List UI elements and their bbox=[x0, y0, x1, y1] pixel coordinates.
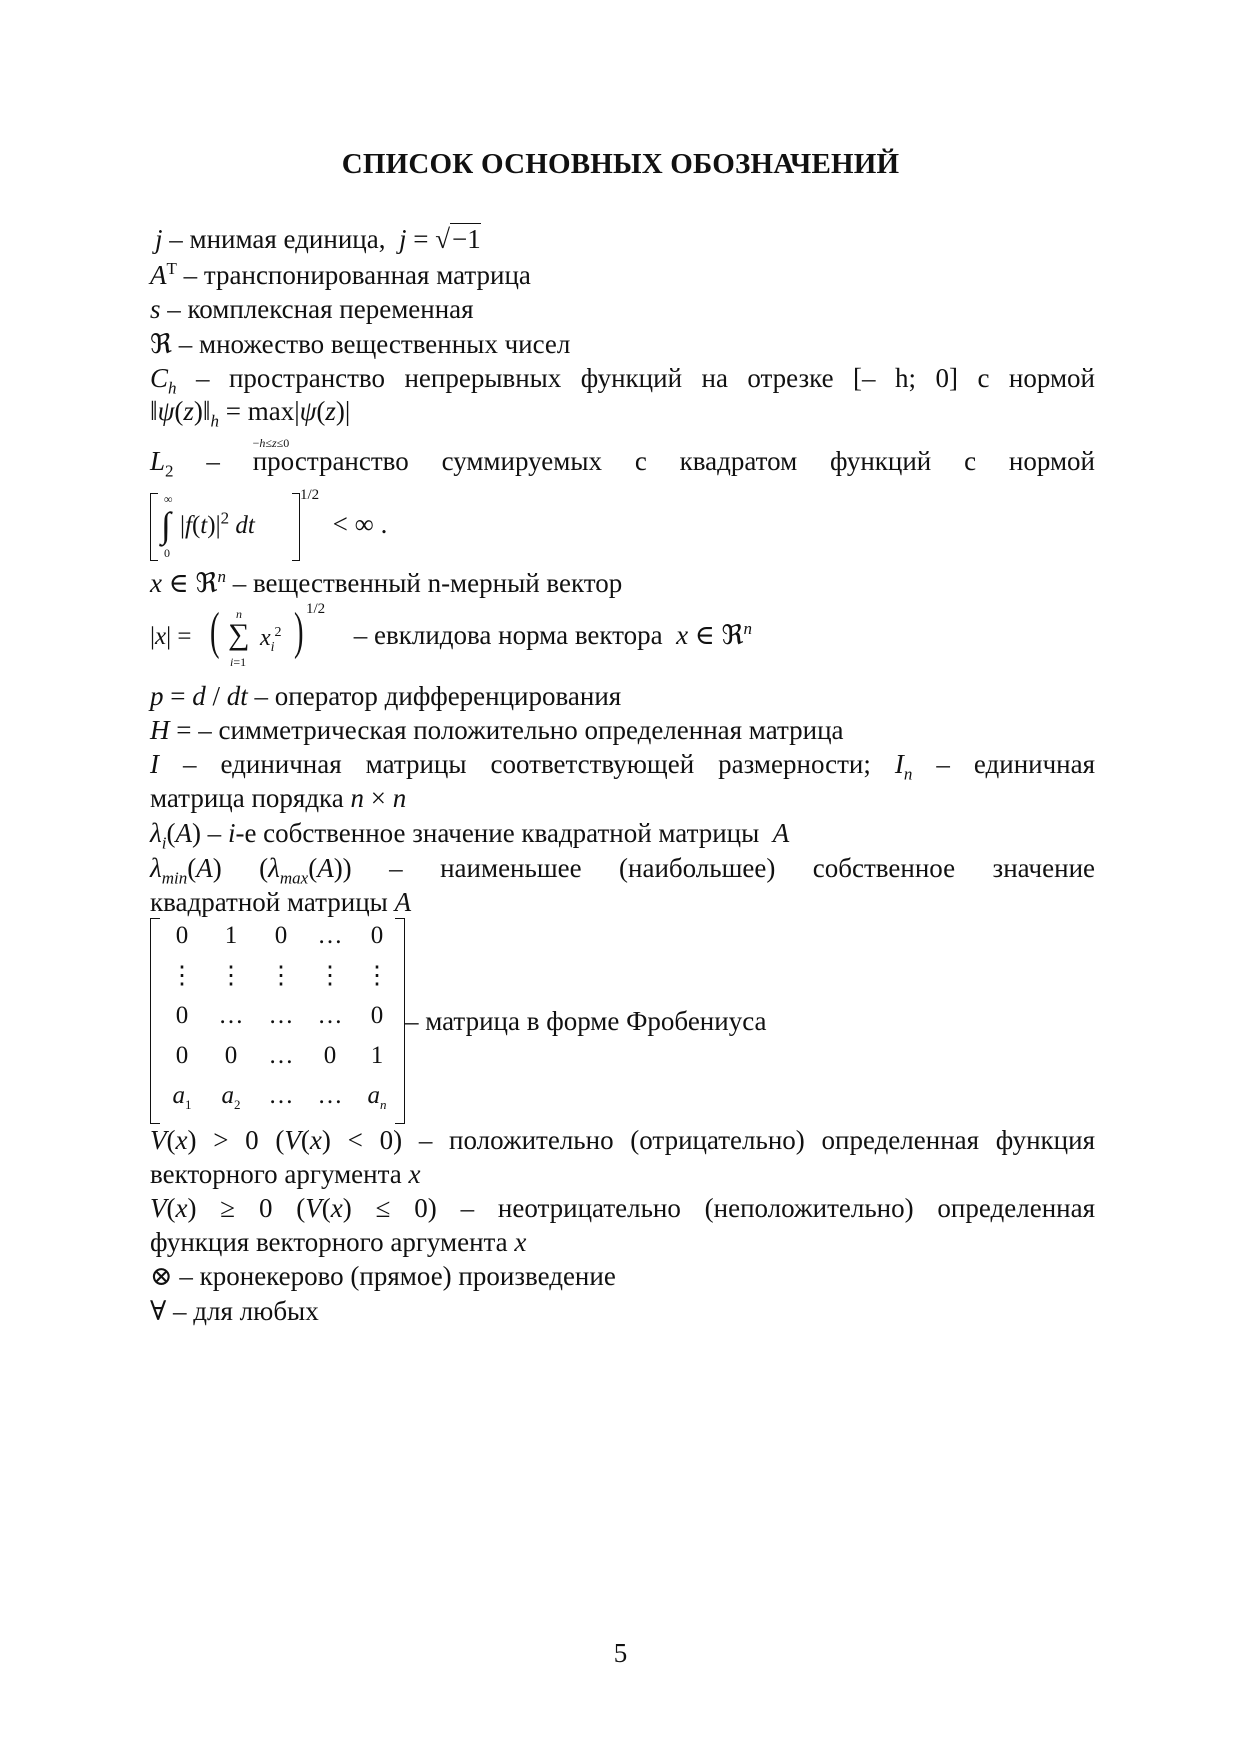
matrix-cell: … bbox=[268, 1042, 294, 1069]
matrix-cell: ⋮ bbox=[268, 962, 294, 989]
item-text: – комплексная переменная bbox=[167, 294, 474, 324]
item-text: – множество вещественных чисел bbox=[178, 329, 571, 359]
item-text: – единичная bbox=[936, 749, 1096, 779]
item-continuous-norm-formula: $‖\psi(z)‖_h = \max$ −h≤z≤0|ψ(z)| bbox=[150, 396, 351, 450]
item-text: – евклидова норма вектора bbox=[353, 620, 663, 651]
matrix-cell: ⋮ bbox=[218, 962, 244, 989]
matrix-cell: … bbox=[317, 1082, 343, 1109]
item-text: – мнимая единица, bbox=[169, 224, 386, 254]
item-continuous-space: $C_h$ – пространство непрерывных функций на отрезке [– h; 0] с нормой bbox=[150, 363, 1095, 398]
page-title: СПИСОК ОСНОВНЫХ ОБОЗНАЧЕНИЙ bbox=[341, 148, 900, 180]
item-text: – матрица в форме Фробениуса bbox=[405, 1006, 767, 1036]
item-euclidean-norm: |x| = ( n ∑ i=1 $x_i^2$ ) 1/2 – евклидова норма вектора x ∈ ℜ$^n$ bbox=[150, 601, 753, 669]
matrix-cell: ⋮ bbox=[169, 962, 195, 989]
item-diff-operator: p = d / dt – оператор дифференцирования bbox=[150, 681, 622, 711]
item-l2-norm-formula: ∞ ∫ 0 $|f(t)|^2$ dt $^{1/2}$ < ∞ . bbox=[150, 488, 387, 561]
matrix-cell: 1 bbox=[370, 1042, 384, 1069]
matrix-cell: … bbox=[317, 922, 343, 949]
item-symmetric-matrix: H = – симметрическая положительно определенная матрица bbox=[150, 715, 844, 745]
item-text: -е собственное значение квадратной матрицы bbox=[235, 818, 760, 848]
item-positive-definite-function: V(x) > 0 (V(x) < 0) – положительно (отрицательно) определенная функция bbox=[150, 1125, 1095, 1155]
matrix-cell: $a_1$ bbox=[172, 1082, 192, 1112]
item-nonnegative-function-cont: функция векторного аргумента x bbox=[150, 1227, 527, 1257]
item-real-vector: x ∈ ℜ$^n$ – вещественный n-мерный вектор bbox=[150, 567, 623, 598]
item-positive-definite-function-cont: векторного аргумента x bbox=[150, 1159, 421, 1189]
matrix-cell: 1 bbox=[224, 922, 238, 949]
item-eigenvalue: $\lambda_i(A) - i-е$ собственное значение квадратной матрицы A bbox=[150, 818, 790, 853]
item-text: – симметрическая положительно определенная матрица bbox=[198, 715, 844, 745]
matrix-cell: 0 bbox=[175, 1002, 189, 1029]
matrix-cell: 0 bbox=[370, 1002, 384, 1029]
item-text: – оператор дифференцирования bbox=[254, 681, 622, 711]
matrix-cell: … bbox=[268, 1002, 294, 1029]
item-identity-matrix: I – единичная матрицы соответствующей размерности; $I_n$ – единичная bbox=[150, 749, 1096, 784]
item-text: – для любых bbox=[173, 1296, 319, 1326]
item-text: матрица порядка bbox=[150, 783, 344, 813]
matrix-cell: 0 bbox=[224, 1042, 238, 1069]
item-text: векторного аргумента bbox=[150, 1159, 402, 1189]
item-l2-space: $L_2$ – пространство суммируемых с квадратом функций с нормой bbox=[150, 446, 1095, 481]
item-text: – наименьшее (наибольшее) собственное значение bbox=[389, 853, 1096, 883]
matrix-left-bracket bbox=[150, 918, 160, 1124]
item-text: – пространство непрерывных функций на отрезке [– h; 0] с нормой bbox=[196, 363, 1095, 393]
item-text: квадратной матрицы bbox=[150, 887, 388, 917]
item-complex-variable: s – комплексная переменная bbox=[150, 294, 474, 324]
item-text: – пространство суммируемых с квадратом функций с нормой bbox=[206, 446, 1095, 476]
matrix-cell: … bbox=[218, 1002, 244, 1029]
matrix-cell: ⋮ bbox=[364, 962, 390, 989]
item-text: – положительно (отрицательно) определенная функция bbox=[418, 1125, 1095, 1155]
item-text: – кронекерово (прямое) произведение bbox=[179, 1261, 616, 1291]
item-text: – транспонированная матрица bbox=[183, 260, 531, 290]
matrix-cell: 0 bbox=[274, 922, 288, 949]
item-text: – вещественный n-мерный вектор bbox=[232, 568, 623, 598]
matrix-cell: ⋮ bbox=[317, 962, 343, 989]
item-imaginary-unit: j – мнимая единица, j = √−1 bbox=[155, 224, 481, 254]
item-frobenius-label bbox=[405, 1008, 767, 1035]
frobenius-matrix bbox=[150, 918, 405, 1128]
matrix-cell: 0 bbox=[323, 1042, 337, 1069]
matrix-cell: … bbox=[317, 1002, 343, 1029]
item-real-numbers: ℜ – множество вещественных чисел bbox=[150, 329, 571, 359]
matrix-cell: $a_n$ bbox=[367, 1082, 387, 1112]
item-for-all: ∀ – для любых bbox=[150, 1296, 319, 1326]
item-text: – единичная матрицы соответствующей размерности; bbox=[183, 749, 871, 779]
page-number: 5 bbox=[613, 1638, 628, 1668]
matrix-cell: 0 bbox=[175, 922, 189, 949]
matrix-cell: … bbox=[268, 1082, 294, 1109]
item-min-max-eigenvalue-cont: квадратной матрицы A bbox=[150, 887, 412, 917]
item-text: функция векторного аргумента bbox=[150, 1227, 508, 1257]
matrix-cell: $a_2$ bbox=[221, 1082, 241, 1112]
item-nonnegative-function: V(x) ≥ 0 (V(x) ≤ 0) – неотрицательно (неположительно) определенная bbox=[150, 1193, 1095, 1223]
item-kronecker-product: ⊗ – кронекерово (прямое) произведение bbox=[150, 1261, 616, 1291]
item-min-max-eigenvalue: $\lambda_{min}(A)$ $(\lambda_{max}(A))$ – наименьшее (наибольшее) собственное значение bbox=[150, 853, 1096, 888]
item-transpose: $A^T$ – транспонированная матрица bbox=[150, 259, 531, 290]
matrix-cell: 0 bbox=[370, 922, 384, 949]
item-text: – неотрицательно (неположительно) определенная bbox=[460, 1193, 1095, 1223]
item-identity-matrix-cont: матрица порядка n × n bbox=[150, 783, 407, 813]
matrix-cell: 0 bbox=[175, 1042, 189, 1069]
